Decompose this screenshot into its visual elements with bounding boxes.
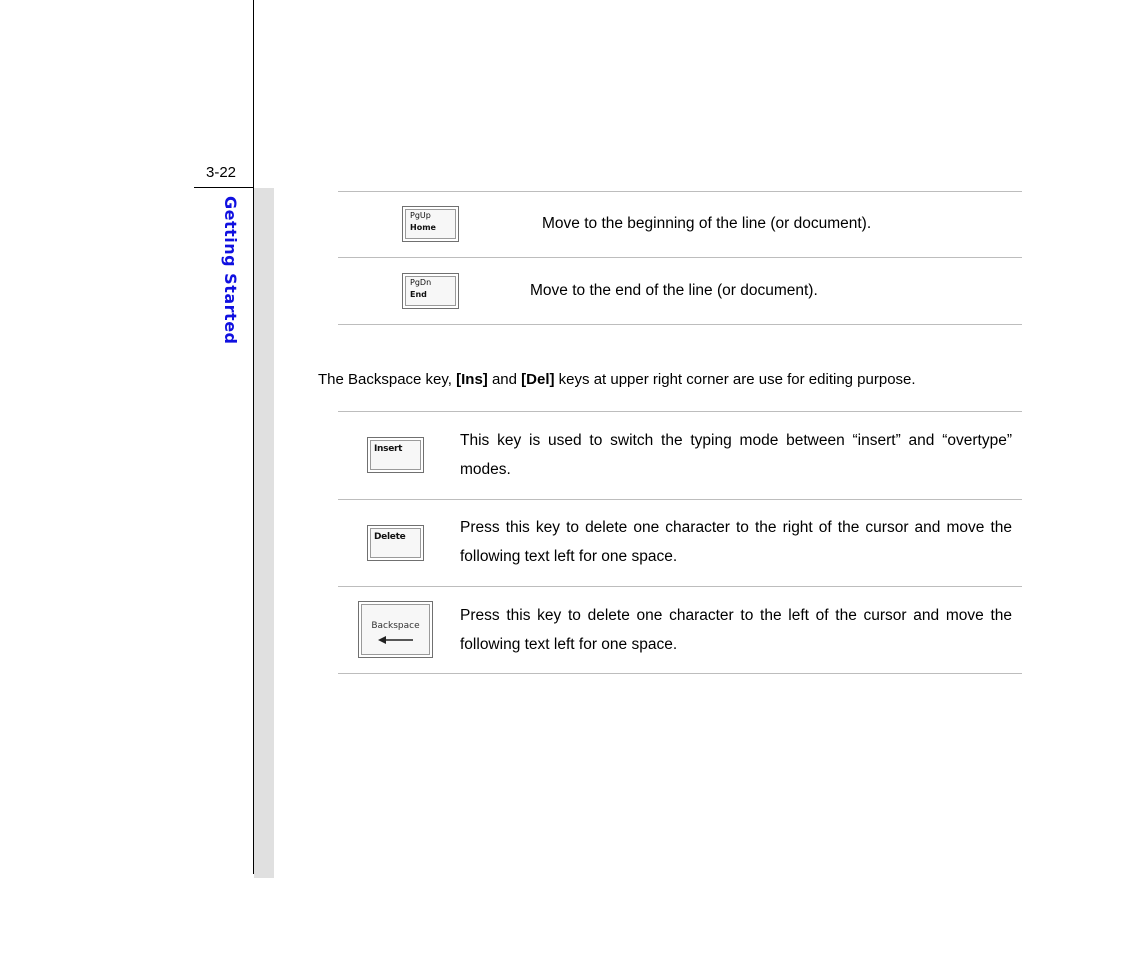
pgdn-end-description: Move to the end of the line (or document). (530, 282, 818, 299)
page-number: 3-22 (206, 164, 237, 181)
del-key-ref: [Del] (521, 371, 555, 388)
key-top-label: PgDn (410, 278, 432, 287)
row-divider (338, 586, 1022, 587)
insert-key-icon (367, 437, 424, 473)
key-label: Delete (374, 532, 406, 542)
ins-key-ref: [Ins] (456, 371, 488, 388)
page-number-underline (194, 187, 254, 188)
delete-key-icon (367, 525, 424, 561)
key-top-label: PgUp (410, 211, 431, 220)
row-divider (338, 411, 1022, 412)
row-divider (338, 673, 1022, 674)
delete-key-description: Press this key to delete one character to the right of the cursor and move the following text left for one space. (460, 519, 1012, 565)
key-label: Insert (374, 444, 403, 454)
sidebar-band (254, 188, 274, 878)
pgup-home-description: Move to the beginning of the line (or document). (542, 215, 872, 232)
backspace-key-icon (358, 601, 433, 658)
row-divider (338, 257, 1022, 258)
row-divider (338, 499, 1022, 500)
pgup-home-key-icon (402, 206, 459, 242)
key-bottom-label: End (410, 290, 427, 299)
row-divider (338, 191, 1022, 192)
section-title: Getting Started (221, 196, 240, 345)
row-divider (338, 324, 1022, 325)
key-label: Backspace (371, 621, 420, 631)
editing-keys-intro: The Backspace key, [Ins] and [Del] keys at upper right corner are use for editing purpose. (318, 371, 916, 388)
insert-key-description: This key is used to switch the typing mode between “insert” and “overtype” modes. (460, 432, 1012, 478)
left-arrow-icon (378, 635, 414, 645)
backspace-key-description: Press this key to delete one character to the left of the cursor and move the following text left for one space. (460, 607, 1012, 653)
pgdn-end-key-icon (402, 273, 459, 309)
key-bottom-label: Home (410, 223, 436, 232)
